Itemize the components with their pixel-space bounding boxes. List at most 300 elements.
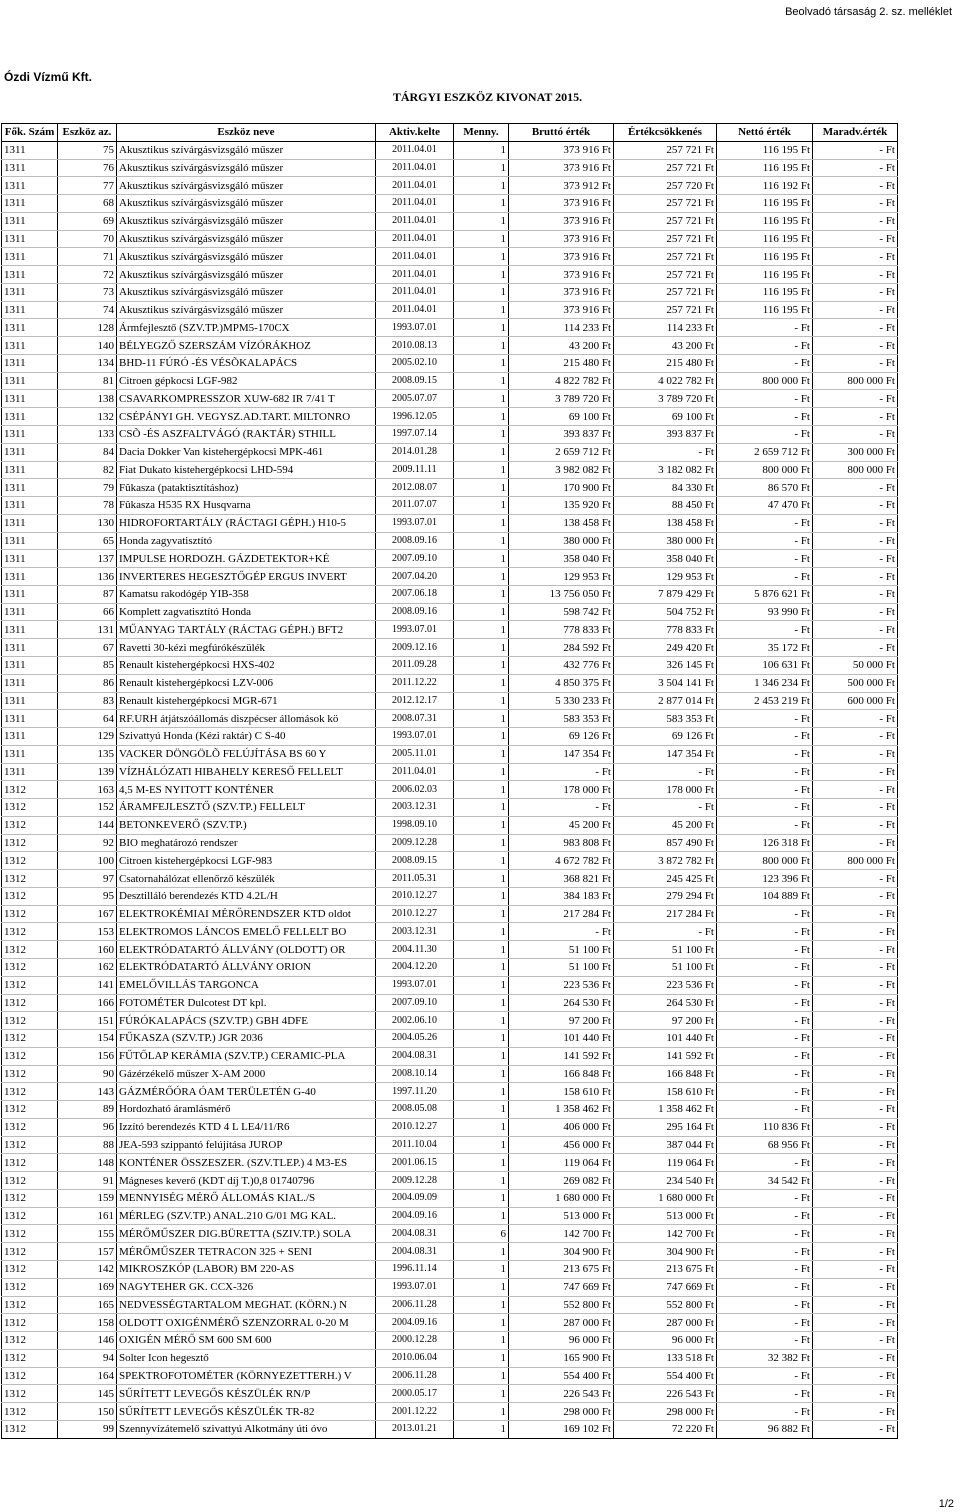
cell-asset-name: SŰRÍTETT LEVEGŐS KÉSZÜLÉK RN/P — [117, 1385, 376, 1403]
cell-asset-name: IMPULSE HORDOZH. GÁZDETEKTOR+KÉ — [117, 550, 376, 568]
cell-quantity: 1 — [454, 816, 509, 834]
cell-residual-value: 300 000 Ft — [813, 443, 898, 461]
cell-account: 1312 — [2, 1083, 58, 1101]
cell-gross-value: 96 000 Ft — [509, 1332, 614, 1350]
cell-quantity: 1 — [454, 621, 509, 639]
cell-quantity: 1 — [454, 159, 509, 177]
cell-depreciation: 4 022 782 Ft — [614, 372, 717, 390]
cell-depreciation: 88 450 Ft — [614, 497, 717, 515]
cell-residual-value: - Ft — [813, 319, 898, 337]
table-row — [2, 994, 898, 1012]
cell-residual-value: - Ft — [813, 266, 898, 284]
cell-net-value: - Ft — [717, 923, 813, 941]
cell-asset-name: Desztilláló berendezés KTD 4.2L/H — [117, 887, 376, 905]
cell-account: 1311 — [2, 337, 58, 355]
cell-quantity: 1 — [454, 1296, 509, 1314]
table-row — [2, 1278, 898, 1296]
cell-asset-id: 154 — [58, 1030, 117, 1048]
cell-residual-value: - Ft — [813, 497, 898, 515]
cell-gross-value: 406 000 Ft — [509, 1118, 614, 1136]
cell-activation-date: 2014.01.28 — [376, 443, 454, 461]
cell-residual-value: - Ft — [813, 763, 898, 781]
cell-residual-value: - Ft — [813, 283, 898, 301]
cell-activation-date: 2011.04.01 — [376, 159, 454, 177]
cell-asset-name: Renault kistehergépkocsi HXS-402 — [117, 656, 376, 674]
cell-asset-name: KONTÉNER ÖSSZESZER. (SZV.TLEP.) 4 M3-ES — [117, 1154, 376, 1172]
cell-depreciation: 257 721 Ft — [614, 230, 717, 248]
cell-activation-date: 2005.07.07 — [376, 390, 454, 408]
cell-depreciation: 249 420 Ft — [614, 639, 717, 657]
table-row — [2, 852, 898, 870]
cell-asset-name: Csatornahálózat ellenőrző készülék — [117, 870, 376, 888]
cell-account: 1311 — [2, 159, 58, 177]
cell-activation-date: 2012.12.17 — [376, 692, 454, 710]
cell-activation-date: 1996.12.05 — [376, 408, 454, 426]
cell-quantity: 1 — [454, 958, 509, 976]
cell-residual-value: - Ft — [813, 212, 898, 230]
cell-depreciation: 257 721 Ft — [614, 283, 717, 301]
cell-residual-value: - Ft — [813, 1332, 898, 1350]
cell-asset-id: 96 — [58, 1118, 117, 1136]
cell-quantity: 1 — [454, 585, 509, 603]
cell-account: 1312 — [2, 1207, 58, 1225]
cell-account: 1311 — [2, 177, 58, 195]
cell-net-value: 104 889 Ft — [717, 887, 813, 905]
cell-quantity: 1 — [454, 728, 509, 746]
cell-residual-value: - Ft — [813, 426, 898, 444]
cell-account: 1311 — [2, 603, 58, 621]
cell-activation-date: 2010.12.27 — [376, 905, 454, 923]
cell-quantity: 1 — [454, 1403, 509, 1421]
cell-activation-date: 1998.09.10 — [376, 816, 454, 834]
table-row — [2, 1314, 898, 1332]
cell-activation-date: 2011.04.01 — [376, 266, 454, 284]
cell-gross-value: 598 742 Ft — [509, 603, 614, 621]
cell-gross-value: 170 900 Ft — [509, 479, 614, 497]
cell-account: 1312 — [2, 1296, 58, 1314]
cell-residual-value: - Ft — [813, 301, 898, 319]
table-row — [2, 408, 898, 426]
cell-quantity: 1 — [454, 905, 509, 923]
cell-gross-value: 142 700 Ft — [509, 1225, 614, 1243]
cell-quantity: 1 — [454, 692, 509, 710]
cell-net-value: 93 990 Ft — [717, 603, 813, 621]
cell-net-value: 123 396 Ft — [717, 870, 813, 888]
table-row — [2, 1296, 898, 1314]
cell-quantity: 1 — [454, 1083, 509, 1101]
cell-asset-name: Akusztikus szívárgásvizsgáló műszer — [117, 248, 376, 266]
cell-asset-id: 130 — [58, 514, 117, 532]
cell-depreciation: 166 848 Ft — [614, 1065, 717, 1083]
cell-residual-value: - Ft — [813, 1420, 898, 1438]
cell-asset-name: EMELŐVILLÁS TARGONCA — [117, 976, 376, 994]
cell-account: 1311 — [2, 621, 58, 639]
cell-account: 1311 — [2, 479, 58, 497]
cell-asset-id: 141 — [58, 976, 117, 994]
cell-asset-name: CSÉPÁNYI GH. VEGYSZ.AD.TART. MILTONRO — [117, 408, 376, 426]
cell-account: 1311 — [2, 372, 58, 390]
cell-gross-value: 456 000 Ft — [509, 1136, 614, 1154]
cell-depreciation: 295 164 Ft — [614, 1118, 717, 1136]
cell-asset-name: GÁZMÉRŐÓRA ÓAM TERÜLETÉN G-40 — [117, 1083, 376, 1101]
cell-quantity: 1 — [454, 870, 509, 888]
cell-net-value: 116 195 Ft — [717, 283, 813, 301]
cell-depreciation: 257 721 Ft — [614, 195, 717, 213]
cell-activation-date: 1993.07.01 — [376, 319, 454, 337]
cell-asset-id: 69 — [58, 212, 117, 230]
table-row — [2, 301, 898, 319]
cell-net-value: - Ft — [717, 728, 813, 746]
cell-asset-id: 138 — [58, 390, 117, 408]
cell-depreciation: 43 200 Ft — [614, 337, 717, 355]
table-row — [2, 1047, 898, 1065]
cell-activation-date: 2007.06.18 — [376, 585, 454, 603]
cell-residual-value: - Ft — [813, 923, 898, 941]
cell-asset-name: BIO meghatározó rendszer — [117, 834, 376, 852]
cell-asset-name: OXIGÉN MÉRŐ SM 600 SM 600 — [117, 1332, 376, 1350]
cell-residual-value: - Ft — [813, 408, 898, 426]
cell-asset-name: OLDOTT OXIGÉNMÉRŐ SZENZORRAL 0-20 M — [117, 1314, 376, 1332]
cell-account: 1311 — [2, 728, 58, 746]
cell-gross-value: 583 353 Ft — [509, 710, 614, 728]
cell-residual-value: - Ft — [813, 1154, 898, 1172]
cell-asset-id: 128 — [58, 319, 117, 337]
cell-account: 1312 — [2, 852, 58, 870]
cell-quantity: 1 — [454, 301, 509, 319]
cell-net-value: - Ft — [717, 1296, 813, 1314]
cell-asset-id: 79 — [58, 479, 117, 497]
cell-asset-id: 78 — [58, 497, 117, 515]
cell-asset-id: 142 — [58, 1261, 117, 1279]
cell-residual-value: - Ft — [813, 1101, 898, 1119]
cell-net-value: - Ft — [717, 1207, 813, 1225]
cell-net-value: - Ft — [717, 1101, 813, 1119]
cell-activation-date: 2006.11.28 — [376, 1367, 454, 1385]
cell-net-value: 800 000 Ft — [717, 461, 813, 479]
cell-residual-value: - Ft — [813, 887, 898, 905]
cell-account: 1312 — [2, 1136, 58, 1154]
cell-net-value: 34 542 Ft — [717, 1172, 813, 1190]
cell-quantity: 1 — [454, 230, 509, 248]
table-row — [2, 337, 898, 355]
cell-residual-value: - Ft — [813, 1403, 898, 1421]
cell-activation-date: 1993.07.01 — [376, 621, 454, 639]
cell-gross-value: 384 183 Ft — [509, 887, 614, 905]
cell-asset-name: Szivattyú Honda (Kézi raktár) C S-40 — [117, 728, 376, 746]
cell-depreciation: 84 330 Ft — [614, 479, 717, 497]
cell-net-value: - Ft — [717, 976, 813, 994]
cell-account: 1311 — [2, 568, 58, 586]
cell-activation-date: 2001.12.22 — [376, 1403, 454, 1421]
cell-gross-value: 165 900 Ft — [509, 1349, 614, 1367]
table-row — [2, 1420, 898, 1438]
table-row — [2, 656, 898, 674]
cell-activation-date: 2004.08.31 — [376, 1243, 454, 1261]
cell-quantity: 1 — [454, 976, 509, 994]
cell-activation-date: 2011.04.01 — [376, 141, 454, 159]
cell-depreciation: 393 837 Ft — [614, 426, 717, 444]
cell-gross-value: 284 592 Ft — [509, 639, 614, 657]
cell-gross-value: 97 200 Ft — [509, 1012, 614, 1030]
cell-gross-value: 226 543 Ft — [509, 1385, 614, 1403]
cell-activation-date: 2013.01.21 — [376, 1420, 454, 1438]
cell-quantity: 1 — [454, 1065, 509, 1083]
cell-asset-name: ÁRAMFEJLESZTŐ (SZV.TP.) FELLELT — [117, 799, 376, 817]
table-row — [2, 443, 898, 461]
cell-quantity: 1 — [454, 390, 509, 408]
cell-gross-value: 129 953 Ft — [509, 568, 614, 586]
cell-depreciation: 304 900 Ft — [614, 1243, 717, 1261]
cell-residual-value: - Ft — [813, 1349, 898, 1367]
cell-net-value: 116 195 Ft — [717, 230, 813, 248]
cell-gross-value: 747 669 Ft — [509, 1278, 614, 1296]
cell-quantity: 1 — [454, 1030, 509, 1048]
cell-net-value: 116 195 Ft — [717, 266, 813, 284]
cell-quantity: 1 — [454, 1207, 509, 1225]
cell-quantity: 1 — [454, 1047, 509, 1065]
col-header-net-value: Nettó érték — [717, 124, 813, 142]
cell-residual-value: - Ft — [813, 870, 898, 888]
cell-account: 1311 — [2, 745, 58, 763]
cell-activation-date: 2011.05.31 — [376, 870, 454, 888]
cell-net-value: - Ft — [717, 426, 813, 444]
cell-activation-date: 2011.04.01 — [376, 301, 454, 319]
cell-asset-id: 156 — [58, 1047, 117, 1065]
cell-activation-date: 2006.11.28 — [376, 1296, 454, 1314]
table-row — [2, 1083, 898, 1101]
cell-depreciation: 1 358 462 Ft — [614, 1101, 717, 1119]
cell-activation-date: 2011.04.01 — [376, 248, 454, 266]
table-row — [2, 1367, 898, 1385]
cell-residual-value: - Ft — [813, 354, 898, 372]
table-row — [2, 497, 898, 515]
cell-quantity: 1 — [454, 1154, 509, 1172]
cell-gross-value: 166 848 Ft — [509, 1065, 614, 1083]
cell-asset-id: 72 — [58, 266, 117, 284]
cell-quantity: 1 — [454, 141, 509, 159]
cell-depreciation: 3 789 720 Ft — [614, 390, 717, 408]
cell-asset-name: Akusztikus szívárgásvizsgáló műszer — [117, 212, 376, 230]
cell-quantity: 1 — [454, 887, 509, 905]
cell-asset-name: Akusztikus szívárgásvizsgáló műszer — [117, 177, 376, 195]
cell-depreciation: 287 000 Ft — [614, 1314, 717, 1332]
cell-asset-id: 75 — [58, 141, 117, 159]
cell-asset-id: 83 — [58, 692, 117, 710]
cell-activation-date: 2009.12.28 — [376, 834, 454, 852]
cell-residual-value: - Ft — [813, 710, 898, 728]
cell-depreciation: 133 518 Ft — [614, 1349, 717, 1367]
cell-activation-date: 2011.04.01 — [376, 230, 454, 248]
cell-activation-date: 1997.07.14 — [376, 426, 454, 444]
cell-net-value: - Ft — [717, 1385, 813, 1403]
cell-asset-id: 148 — [58, 1154, 117, 1172]
cell-net-value: 126 318 Ft — [717, 834, 813, 852]
cell-activation-date: 2003.12.31 — [376, 923, 454, 941]
cell-activation-date: 2008.09.16 — [376, 532, 454, 550]
cell-asset-name: ELEKTROKÉMIAI MÉRŐRENDSZER KTD oldot — [117, 905, 376, 923]
cell-gross-value: 373 916 Ft — [509, 230, 614, 248]
cell-depreciation: 264 530 Ft — [614, 994, 717, 1012]
table-row — [2, 1101, 898, 1119]
cell-residual-value: - Ft — [813, 1172, 898, 1190]
cell-asset-name: Kamatsu rakodógép YIB-358 — [117, 585, 376, 603]
cell-quantity: 1 — [454, 710, 509, 728]
cell-net-value: 116 195 Ft — [717, 212, 813, 230]
cell-depreciation: 257 720 Ft — [614, 177, 717, 195]
cell-residual-value: - Ft — [813, 1012, 898, 1030]
cell-residual-value: - Ft — [813, 550, 898, 568]
cell-quantity: 1 — [454, 497, 509, 515]
cell-asset-name: Komplett zagvatisztító Honda — [117, 603, 376, 621]
cell-asset-name: MIKROSZKÓP (LABOR) BM 220-AS — [117, 1261, 376, 1279]
cell-quantity: 1 — [454, 550, 509, 568]
cell-net-value: - Ft — [717, 745, 813, 763]
cell-account: 1312 — [2, 1189, 58, 1207]
table-row — [2, 639, 898, 657]
cell-asset-id: 146 — [58, 1332, 117, 1350]
cell-account: 1312 — [2, 994, 58, 1012]
cell-depreciation: 234 540 Ft — [614, 1172, 717, 1190]
table-row — [2, 1349, 898, 1367]
cell-gross-value: 114 233 Ft — [509, 319, 614, 337]
cell-asset-name: Gázérzékelő műszer X-AM 2000 — [117, 1065, 376, 1083]
col-header-asset-id: Eszköz az. — [58, 124, 117, 142]
cell-depreciation: 380 000 Ft — [614, 532, 717, 550]
cell-depreciation: - Ft — [614, 923, 717, 941]
cell-quantity: 1 — [454, 1349, 509, 1367]
cell-account: 1311 — [2, 585, 58, 603]
cell-depreciation: 358 040 Ft — [614, 550, 717, 568]
cell-depreciation: 69 126 Ft — [614, 728, 717, 746]
cell-quantity: 1 — [454, 656, 509, 674]
cell-asset-id: 77 — [58, 177, 117, 195]
cell-gross-value: 432 776 Ft — [509, 656, 614, 674]
cell-residual-value: - Ft — [813, 1065, 898, 1083]
table-row — [2, 976, 898, 994]
cell-gross-value: 373 916 Ft — [509, 301, 614, 319]
cell-asset-name: RF.URH átjátszóállomás diszpécser állomások kö — [117, 710, 376, 728]
col-header-activation-date: Aktiv.kelte — [376, 124, 454, 142]
cell-activation-date: 2004.11.30 — [376, 941, 454, 959]
cell-asset-id: 158 — [58, 1314, 117, 1332]
cell-account: 1312 — [2, 870, 58, 888]
cell-gross-value: 51 100 Ft — [509, 941, 614, 959]
cell-residual-value: - Ft — [813, 994, 898, 1012]
cell-net-value: 5 876 621 Ft — [717, 585, 813, 603]
cell-net-value: 116 195 Ft — [717, 301, 813, 319]
cell-asset-name: Fûkasza (pataktisztításhoz) — [117, 479, 376, 497]
cell-net-value: - Ft — [717, 1065, 813, 1083]
cell-activation-date: 2012.08.07 — [376, 479, 454, 497]
cell-residual-value: - Ft — [813, 532, 898, 550]
cell-quantity: 1 — [454, 1118, 509, 1136]
cell-asset-name: Akusztikus szívárgásvizsgáló műszer — [117, 301, 376, 319]
table-row — [2, 799, 898, 817]
table-row — [2, 390, 898, 408]
cell-asset-id: 164 — [58, 1367, 117, 1385]
table-row — [2, 177, 898, 195]
cell-asset-id: 94 — [58, 1349, 117, 1367]
cell-gross-value: 380 000 Ft — [509, 532, 614, 550]
cell-gross-value: 393 837 Ft — [509, 426, 614, 444]
cell-asset-name: NEDVESSÉGTARTALOM MEGHAT. (KÖRN.) N — [117, 1296, 376, 1314]
cell-account: 1311 — [2, 497, 58, 515]
cell-account: 1311 — [2, 141, 58, 159]
cell-quantity: 1 — [454, 763, 509, 781]
table-row — [2, 159, 898, 177]
cell-asset-id: 71 — [58, 248, 117, 266]
col-header-residual-value: Maradv.érték — [813, 124, 898, 142]
cell-depreciation: 504 752 Ft — [614, 603, 717, 621]
cell-residual-value: - Ft — [813, 1047, 898, 1065]
cell-asset-name: FŰTŐLAP KERÁMIA (SZV.TP.) CERAMIC-PLA — [117, 1047, 376, 1065]
cell-net-value: - Ft — [717, 354, 813, 372]
cell-asset-id: 92 — [58, 834, 117, 852]
cell-depreciation: 119 064 Ft — [614, 1154, 717, 1172]
cell-quantity: 1 — [454, 923, 509, 941]
cell-activation-date: 2007.09.10 — [376, 550, 454, 568]
cell-residual-value: - Ft — [813, 958, 898, 976]
table-row — [2, 1154, 898, 1172]
cell-residual-value: - Ft — [813, 390, 898, 408]
cell-activation-date: 2011.10.04 — [376, 1136, 454, 1154]
cell-net-value: - Ft — [717, 1403, 813, 1421]
table-row — [2, 1225, 898, 1243]
cell-depreciation: 257 721 Ft — [614, 141, 717, 159]
cell-asset-name: Ravetti 30-kézi megfúrókészülék — [117, 639, 376, 657]
cell-asset-id: 86 — [58, 674, 117, 692]
cell-depreciation: 213 675 Ft — [614, 1261, 717, 1279]
cell-net-value: 116 195 Ft — [717, 248, 813, 266]
cell-depreciation: 114 233 Ft — [614, 319, 717, 337]
cell-account: 1311 — [2, 763, 58, 781]
cell-asset-name: FOTOMÉTER Dulcotest DT kpl. — [117, 994, 376, 1012]
cell-quantity: 1 — [454, 248, 509, 266]
cell-depreciation: 583 353 Ft — [614, 710, 717, 728]
cell-quantity: 1 — [454, 283, 509, 301]
cell-depreciation: 3 504 141 Ft — [614, 674, 717, 692]
cell-gross-value: 1 680 000 Ft — [509, 1189, 614, 1207]
cell-account: 1312 — [2, 834, 58, 852]
table-row — [2, 1012, 898, 1030]
cell-quantity: 1 — [454, 941, 509, 959]
col-header-depreciation: Értékcsökkenés — [614, 124, 717, 142]
cell-quantity: 1 — [454, 674, 509, 692]
cell-asset-id: 95 — [58, 887, 117, 905]
cell-quantity: 1 — [454, 426, 509, 444]
cell-account: 1312 — [2, 1367, 58, 1385]
table-row — [2, 1332, 898, 1350]
cell-quantity: 1 — [454, 372, 509, 390]
cell-asset-id: 67 — [58, 639, 117, 657]
cell-net-value: 47 470 Ft — [717, 497, 813, 515]
cell-asset-id: 97 — [58, 870, 117, 888]
cell-asset-id: 143 — [58, 1083, 117, 1101]
cell-activation-date: 2008.10.14 — [376, 1065, 454, 1083]
cell-activation-date: 2005.11.01 — [376, 745, 454, 763]
cell-gross-value: 135 920 Ft — [509, 497, 614, 515]
cell-account: 1311 — [2, 408, 58, 426]
cell-asset-id: 137 — [58, 550, 117, 568]
cell-gross-value: 1 358 462 Ft — [509, 1101, 614, 1119]
cell-gross-value: 373 916 Ft — [509, 283, 614, 301]
cell-account: 1312 — [2, 1225, 58, 1243]
cell-activation-date: 2005.02.10 — [376, 354, 454, 372]
table-row — [2, 479, 898, 497]
cell-net-value: 1 346 234 Ft — [717, 674, 813, 692]
cell-asset-name: Ármfejlesztő (SZV.TP.)MPM5-170CX — [117, 319, 376, 337]
col-header-account: Fők. Szám — [2, 124, 58, 142]
